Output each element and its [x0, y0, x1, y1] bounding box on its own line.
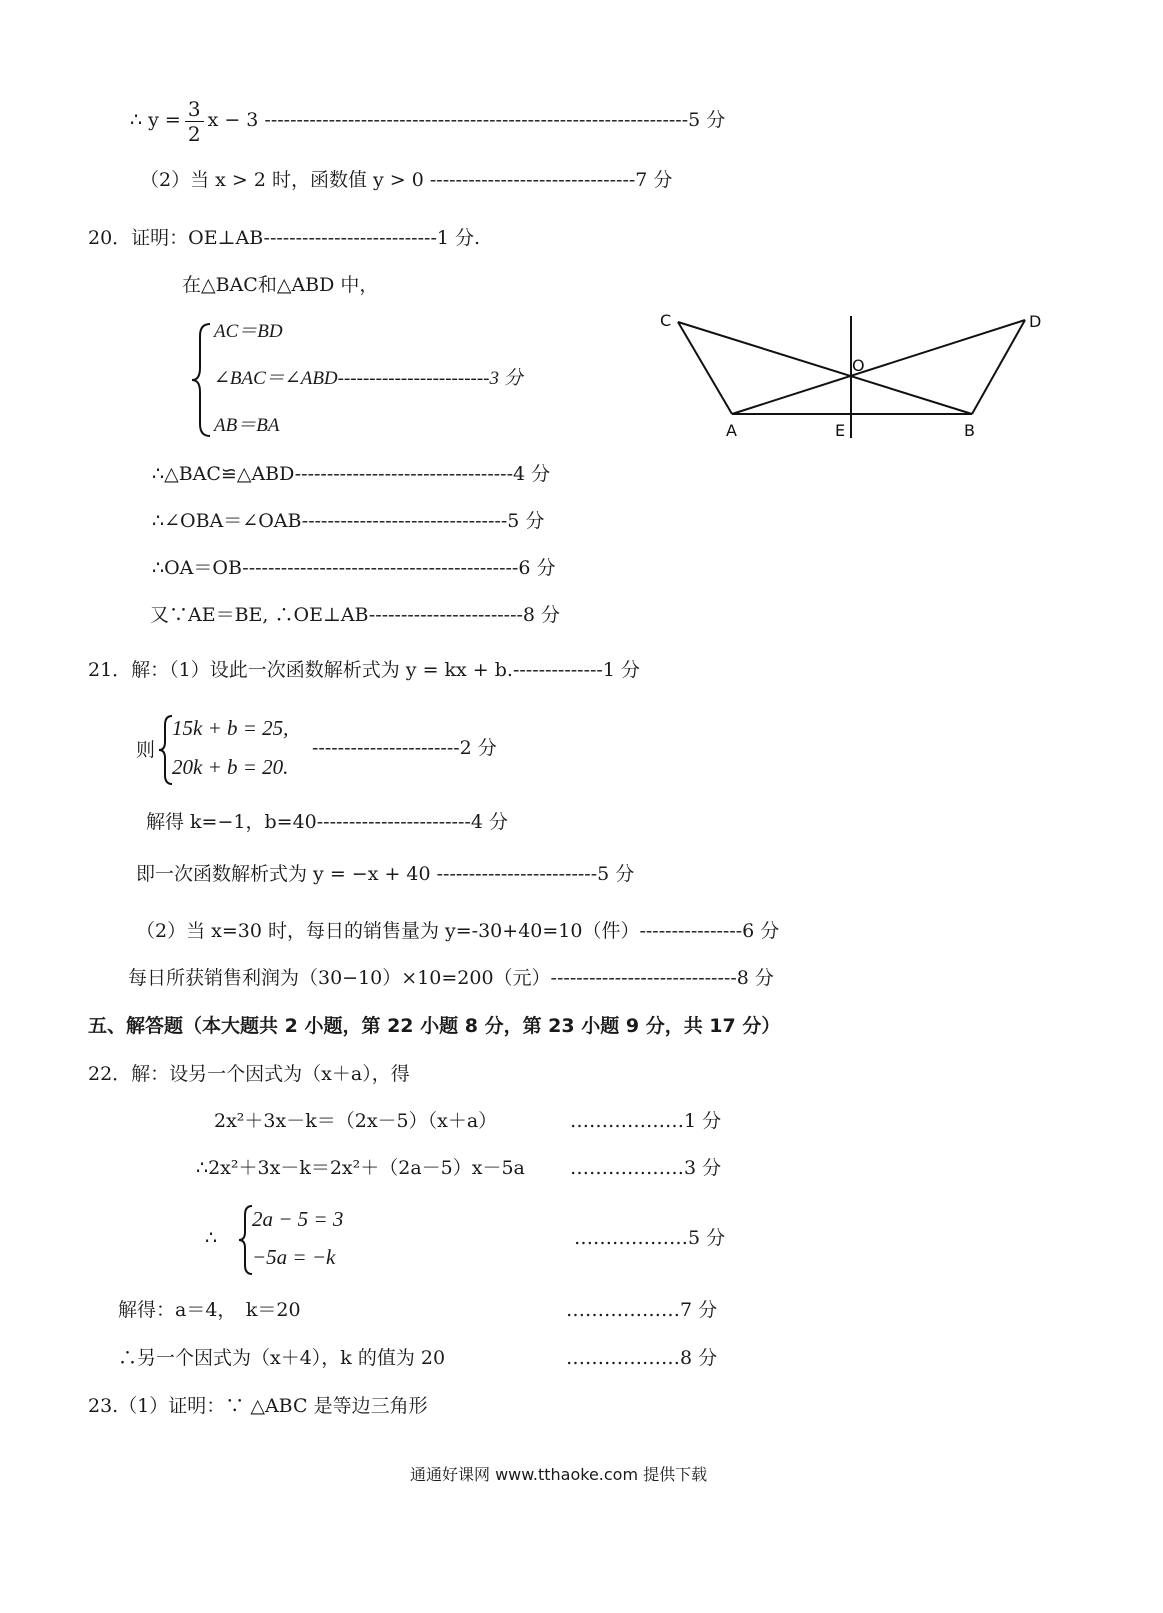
q22-heading: 22．解：设另一个因式为（x＋a），得: [88, 1063, 410, 1085]
fraction-denominator: 2: [187, 121, 201, 146]
q22-eq-score: ………………5 分: [574, 1227, 726, 1249]
q21-heading: 21．解：（1）设此一次函数解析式为 y = kx + b.--------------1 分: [88, 659, 640, 681]
q22-answer: ∴另一个因式为（x＋4），k 的值为 20: [118, 1347, 446, 1369]
page-footer: 通通好课网 www.tthaoke.com 提供下载: [410, 1465, 708, 1484]
q22-eq-2: −5a = −k: [252, 1245, 336, 1269]
q20-step-6: ∴OA＝OB-------------------------------------------6 分: [152, 557, 556, 579]
q22-line-2: ∴2x²＋3x－k＝2x²＋（2a－5）x－5a: [196, 1157, 525, 1179]
q21-then: 则: [136, 739, 156, 761]
segment-CB: [678, 322, 972, 414]
label-B: B: [964, 421, 975, 440]
label-O: O: [852, 356, 865, 375]
q21-part-2: （2）当 x=30 时，每日的销售量为 y=-30+40=10（件）----------------6 分: [136, 920, 780, 942]
q20-brace-line-2: ∠BAC＝∠ABD------------------------3 分: [214, 368, 523, 389]
q20-step-8: 又∵AE＝BE, ∴OE⊥AB------------------------8 分: [150, 604, 561, 626]
q21-eq-2: 20k + b = 20.: [172, 755, 289, 779]
q21-solution: 解得 k=−1，b=40------------------------4 分: [146, 811, 508, 833]
eq-suffix: x − 3: [207, 109, 259, 131]
q21-eq-1: 15k + b = 25,: [172, 716, 289, 740]
q23-heading: 23.（1）证明：∵ △ABC 是等边三角形: [88, 1395, 428, 1417]
q22-solution-score: ………………7 分: [566, 1299, 718, 1321]
q20-brace-line-1: AC＝BD: [214, 321, 283, 342]
label-D: D: [1029, 312, 1042, 331]
q20-brace-line-3: AB＝BA: [214, 415, 280, 436]
eq-prefix: ∴ y =: [130, 109, 181, 131]
label-A: A: [726, 421, 737, 440]
geometry-figure: [640, 300, 1060, 460]
q20-step-5: ∴∠OBA＝∠OAB--------------------------------5 分: [152, 510, 545, 532]
fraction-3-2: [185, 97, 204, 146]
q22-eq-1: 2a − 5 = 3: [252, 1207, 344, 1231]
q21-eq-score: -----------------------2 分: [312, 737, 497, 759]
q20-brace: [188, 322, 214, 438]
q22-line-1: 2x²＋3x－k＝（2x－5）（x＋a）: [214, 1110, 498, 1132]
q22-solution: 解得：a＝4， k＝20: [118, 1299, 301, 1321]
eq-line-y: [130, 96, 725, 146]
section-5-heading: 五、解答题（本大题共 2 小题，第 22 小题 8 分，第 23 小题 9 分，共 17 分）: [88, 1015, 781, 1037]
score-5: ------------------------------------------------------------------5 分: [264, 109, 726, 131]
q22-therefore: ∴: [205, 1227, 218, 1249]
label-C: C: [660, 311, 672, 330]
q20-heading: 20．证明：OE⊥AB---------------------------1 分.: [88, 227, 481, 249]
q22-answer-score: ………………8 分: [566, 1347, 718, 1369]
fraction-numerator: 3: [185, 97, 204, 122]
q21-function: 即一次函数解析式为 y = −x + 40 -------------------------5 分: [136, 863, 635, 885]
line-x-gt-2: （2）当 x > 2 时，函数值 y > 0 --------------------------------7 分: [140, 169, 673, 191]
q20-step-4: ∴△BAC≌△ABD----------------------------------4 分: [152, 463, 551, 485]
q22-line-1-score: ………………1 分: [570, 1110, 722, 1132]
q20-in-triangles: 在△BAC和△ABD 中，: [182, 274, 379, 296]
q22-line-2-score: ………………3 分: [570, 1157, 722, 1179]
label-E: E: [835, 421, 846, 440]
q21-profit: 每日所获销售利润为（30−10）×10=200（元）-----------------------------8 分: [128, 967, 774, 989]
